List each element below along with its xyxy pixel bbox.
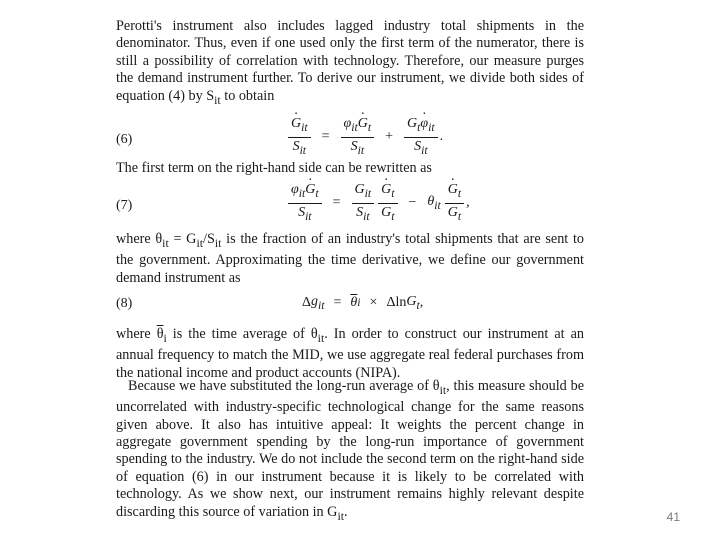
paragraph-rewrite: The first term on the right-hand side can be rewritten as [116, 160, 432, 176]
equation-7-expression: $\frac{\varphi_{it}\cdot G_t}{S_{it}}$ = $\frac{G_{it}}{S_{it}}$ · $\frac{G_t}{G_t}$ − $\theta_{it}$ · $\frac{G_t}{G_t}$ , [286, 182, 470, 225]
equation-8-expression: Δ $g_{it}$ = $\overline{\theta}$ i × Δln $G_t$ , [302, 294, 424, 312]
equation-6 [116, 114, 584, 162]
page-number: 41 [666, 510, 680, 524]
equation-8 [116, 290, 584, 320]
equation-7 [116, 180, 584, 228]
paragraph-because: Because we have substituted the long-run average of $\theta_{it}$, this measure should be uncorrelated with industry-specific technological change for the same reasons given above. It also has intuitive appeal: It weights the percent change in aggregate government spending by the long-run importance of government spending to the industry. We do not include the second term on the right-hand side of equation (6) in our instrument because it is likely to be correlated with technology. As we show next, our instrument remains highly relevant despite discarding this source of variation in $G_{it}$. [116, 378, 584, 523]
paragraph-where-theta: where $\theta_{it} = G_{it}/S_{it}$ is the fraction of an industry's total shipments that are sent to the government. Approximating the time derivative, we define our government demand instrument as [116, 231, 584, 286]
equation-7-number: (7) [116, 198, 133, 213]
equation-6-expression: · $\frac{G_{it}}{S_{it}}$ = $\frac{\varphi_{it}\cdot G_t}{S_{it}}$ + $\frac{G_t\cdot \varphi_{it}}{S_{it}}$ . [286, 116, 443, 159]
paragraph-intro: Perotti's instrument also includes lagged industry total shipments in the denominator. Thus, even if one used only the first term of the numerator, there is still a possibility of correlation with technology. Therefore, our measure purges the demand instrument further. To derive our instrument, we divide both sides of equation (4) by $S_{it}$ to obtain [116, 18, 584, 107]
equation-8-number: (8) [116, 296, 133, 311]
equation-6-number: (6) [116, 132, 133, 147]
paragraph-where-average: where $\overline{\theta}_i$ is the time average of $\theta_{it}$. In order to construct our instrument at an annual frequency to match the MID, we use aggregate real federal purchases from the national income and product accounts (NIPA). [116, 326, 584, 381]
